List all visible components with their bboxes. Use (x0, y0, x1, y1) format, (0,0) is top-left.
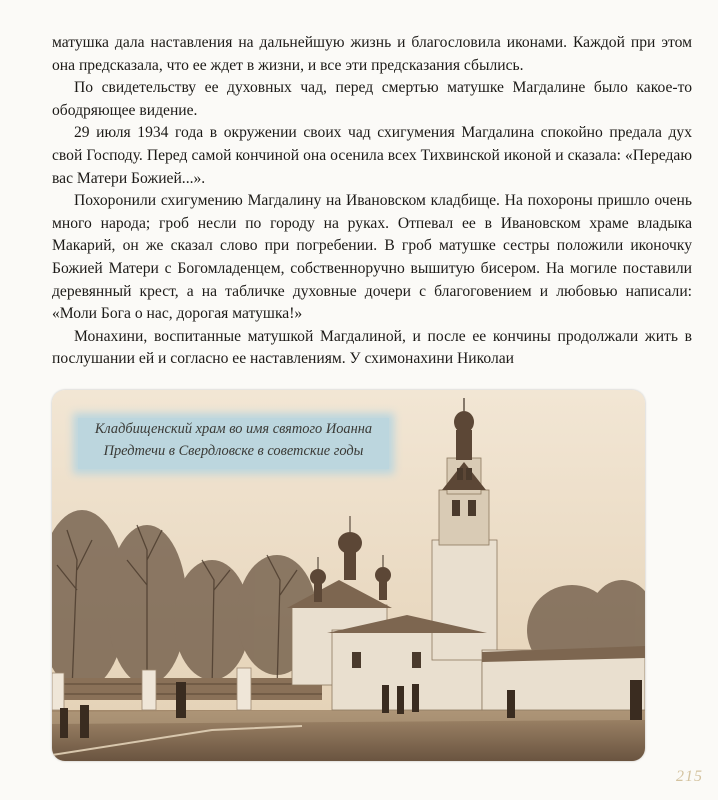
paragraph-5: Монахини, воспитанные матушкой Магдалиной, и после ее кончины продолжали жить в послушании ей и согласно ее наставлениям. У схимонахини Николаи (52, 327, 692, 368)
page-number: 215 (676, 768, 703, 785)
paragraph-4: Похоронили схигумению Магдалину на Ивановском кладбище. На похороны пришло очень много народа; гроб несли по городу на руках. Отпевал ее в Ивановском храме владыка Макарий, он же сказал слово при погребении. В гроб матушке сестры положили иконочку Божией Матери с Богомладенцем, собственноручно вышитую бисером. На могиле поставили деревянный крест, а на табличке духовные дочери с благоговением и любовью написали: «Моли Бога о нас, дорогая матушка!» (52, 192, 692, 323)
photo-caption (78, 418, 389, 469)
caption-line-2: Предтечи в Свердловске в советские годы (103, 443, 364, 459)
paragraph-2: По свидетельству ее духовных чад, перед смертью матушке Магдалине было какое-то ободряющее видение. (52, 79, 692, 119)
body-text (52, 32, 692, 371)
paragraph-3: 29 июля 1934 года в окружении своих чад схигумения Магдалина спокойно предала дух свой Господу. Перед самой кончиной она осенила всех Тихвинской иконой и сказала: «Передаю вас Матери Божией...». (52, 124, 692, 187)
paragraph-1: матушка дала наставления на дальнейшую жизнь и благословила иконами. Каждой при этом она предсказала, что ее ждет в жизни, и все эти предсказания сбылись. (52, 34, 692, 74)
caption-line-1: Кладбищенский храм во имя святого Иоанна (94, 421, 373, 437)
